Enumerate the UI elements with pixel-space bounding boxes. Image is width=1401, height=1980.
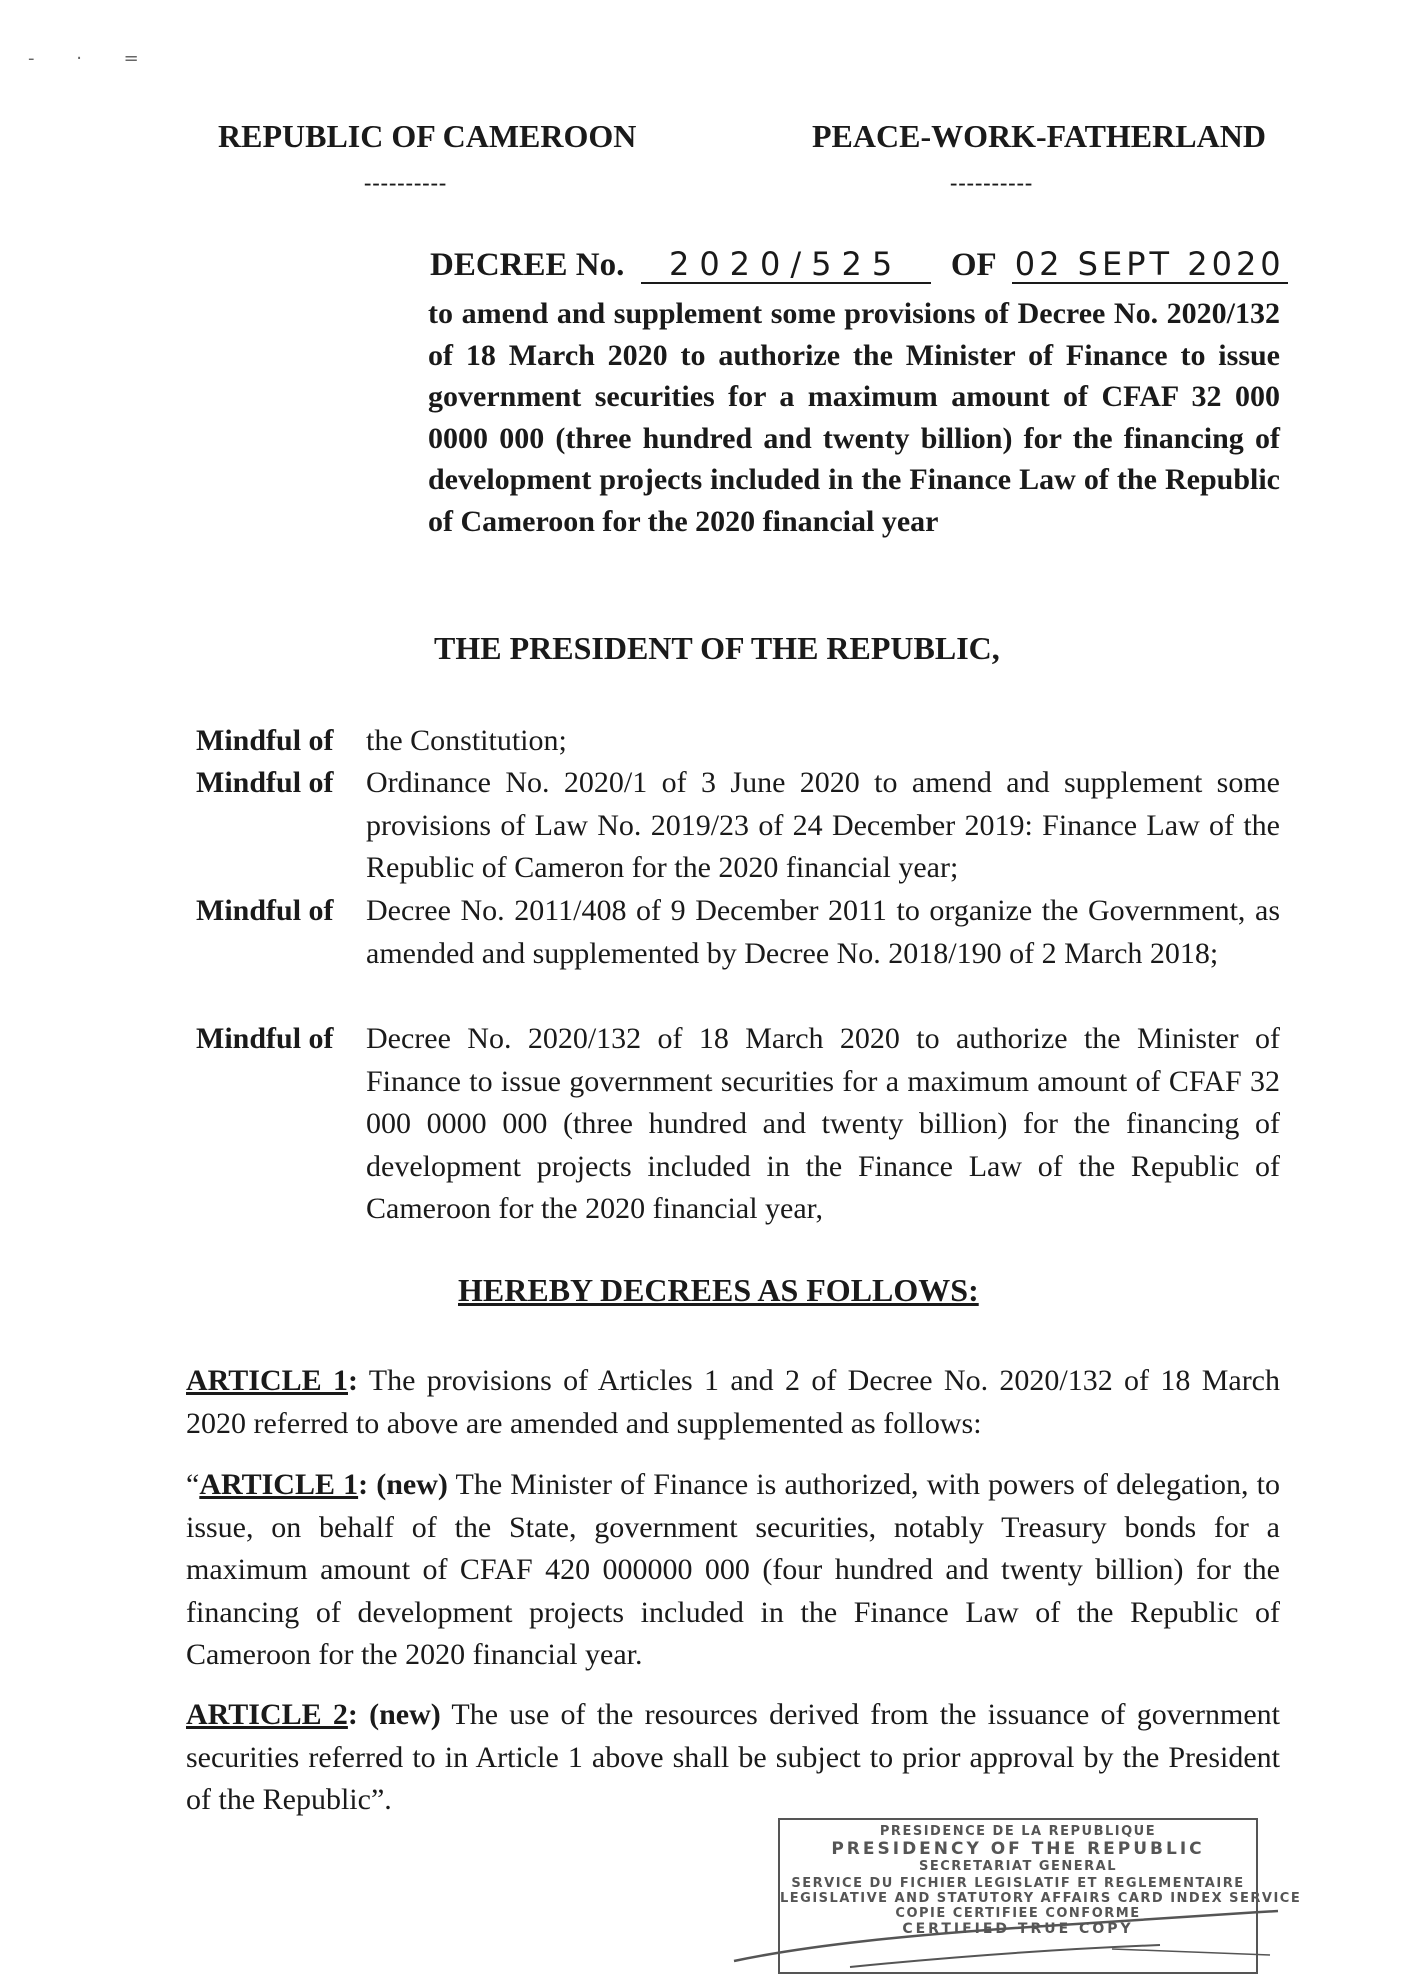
mindful-clause [196, 720, 1280, 763]
mindful-clause [196, 1018, 1280, 1231]
header-divider-right: ---------- [950, 170, 1034, 195]
article-colon: : [358, 1468, 369, 1501]
hereby-decrees-heading: HEREBY DECREES AS FOLLOWS: [458, 1272, 979, 1308]
stamp-line: SECRETARIAT GENERAL [918, 1859, 1118, 1874]
mindful-label: Mindful of [196, 894, 334, 927]
margin-marks: - · = [28, 48, 157, 69]
article-new-tag: (new) [357, 1698, 441, 1731]
article-text: The use of the resources derived from the issuance of government securities referred to in Article 1 above shall be subject to prior approval by the President of the Republic”. [186, 1698, 1280, 1816]
decree-number: 2020/525 [641, 246, 931, 284]
signature-stroke-icon [730, 1905, 1290, 1977]
mindful-clause [196, 762, 1280, 890]
article-label: ARTICLE 1 [199, 1468, 359, 1501]
mindful-text: Decree No. 2011/408 of 9 December 2011 to organize the Government, as amended and supplemented by Decree No. 2018/190 of 2 March 2018; [366, 894, 1280, 970]
header-motto: PEACE-WORK-FATHERLAND [812, 118, 1266, 154]
article-colon: : [347, 1698, 358, 1731]
article-colon: : [347, 1364, 358, 1397]
header-divider-left: ---------- [364, 170, 448, 195]
mindful-text: Ordinance No. 2020/1 of 3 June 2020 to amend and supplement some provisions of Law No. 2019/23 of 24 December 2019: Finance Law of the Republic of Cameron for the 2020 financial year; [366, 766, 1280, 884]
stamp-line: COPIE CERTIFIEE CONFORME [895, 1906, 1141, 1921]
mindful-label: Mindful of [196, 1022, 334, 1055]
decree-title: to amend and supplement some provisions of Decree No. 2020/132 of 18 March 2020 to authorize the Minister of Finance to issue government securities for a maximum amount of CFAF 32 000 0000 000 (three hundred and twenty billion) for the financing of development projects included in the Finance Law of the Republic of Cameroon for the 2020 financial year [428, 297, 1280, 538]
article-text: The provisions of Articles 1 and 2 of Decree No. 2020/132 of 18 March 2020 referred to above are amended and supplemented as follows: [186, 1364, 1280, 1440]
stamp-line: CERTIFIED TRUE COPY [902, 1921, 1134, 1937]
decree-prefix: DECREE No. [430, 247, 625, 283]
mindful-text: Decree No. 2020/132 of 18 March 2020 to authorize the Minister of Finance to issue government securities for a maximum amount of CFAF 32 000 0000 000 (three hundred and twenty billion) for the financing of development projects included in the Finance Law of the Republic of Cameroon for the 2020 financial year, [366, 1022, 1280, 1225]
mindful-text: the Constitution; [366, 724, 567, 757]
article-open-quote: “ [186, 1468, 200, 1501]
article-new-tag: (new) [368, 1468, 448, 1501]
decree-of: OF [950, 247, 996, 283]
article-text: The Minister of Finance is authorized, with powers of delegation, to issue, on behalf of the State, government securities, notably Treasury bonds for a maximum amount of CFAF 420 000000 000 (four hundred and twenty billion) for the financing of development projects included in the Finance Law of the Republic of Cameroon for the 2020 financial year. [186, 1468, 1280, 1671]
mindful-label: Mindful of [196, 766, 334, 799]
header-country: REPUBLIC OF CAMEROON [218, 118, 637, 154]
article-label: ARTICLE 2 [186, 1698, 348, 1731]
mindful-clause [196, 890, 1280, 975]
stamp-line: PRESIDENCE DE LA REPUBLIQUE [879, 1824, 1157, 1839]
article-label: ARTICLE 1 [186, 1364, 348, 1397]
article-paragraph [186, 1694, 1280, 1822]
decree-date: 02 SEPT 2020 [1012, 246, 1288, 284]
president-heading: THE PRESIDENT OF THE REPUBLIC, [434, 630, 1000, 666]
decree-number-line [430, 246, 1288, 284]
article-paragraph [186, 1360, 1280, 1445]
stamp-line: SERVICE DU FICHIER LEGISLATIF ET REGLEMENTAIRE [791, 1876, 1245, 1891]
mindful-label: Mindful of [196, 724, 334, 757]
stamp-line: PRESIDENCY OF THE REPUBLIC [831, 1839, 1205, 1859]
article-paragraph [186, 1464, 1280, 1677]
stamp-line: LEGISLATIVE AND STATUTORY AFFAIRS CARD INDEX SERVICE [780, 1891, 1302, 1906]
